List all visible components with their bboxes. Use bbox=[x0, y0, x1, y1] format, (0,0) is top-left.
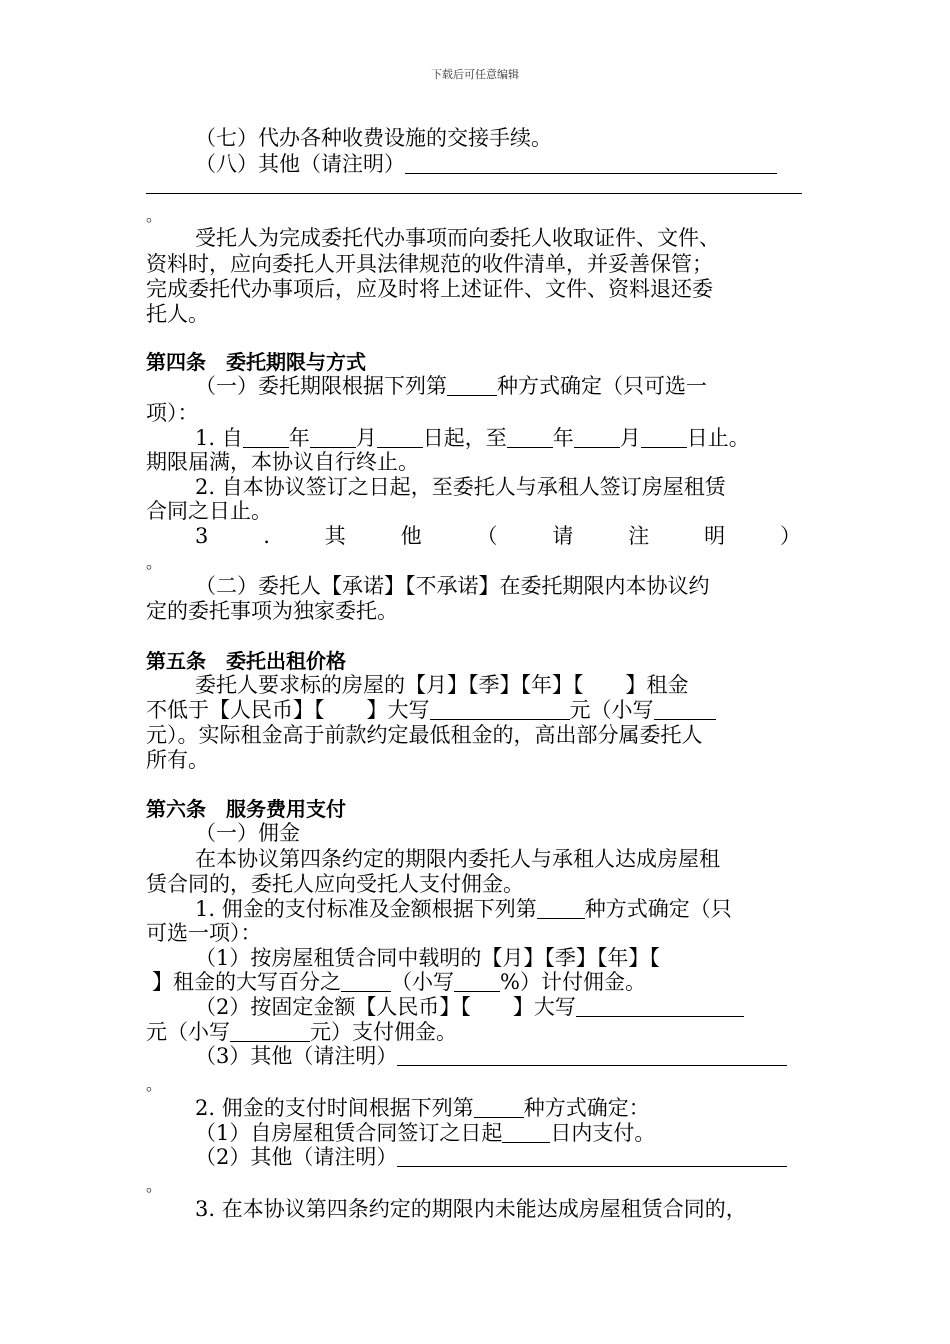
paragraph-line: 赁合同的，委托人应向受托人支付佣金。 bbox=[146, 872, 524, 896]
paragraph-line: 项）： bbox=[146, 401, 199, 425]
paragraph-line: 在本协议第四条约定的期限内委托人与承租人达成房屋租 bbox=[195, 847, 720, 871]
section-4-heading: 第四条 委托期限与方式 bbox=[146, 350, 366, 374]
blank-line bbox=[146, 193, 802, 194]
paragraph-line: 可选一项）： bbox=[146, 921, 262, 945]
paragraph-line: 资料时，应向委托人开具法律规范的收件清单，并妥善保管； bbox=[146, 252, 713, 276]
paragraph-line: 3. 在本协议第四条约定的期限内未能达成房屋租赁合同的， bbox=[195, 1197, 747, 1221]
paragraph-line: （3）其他（请注明） bbox=[195, 1043, 787, 1069]
paragraph-line: 元）。实际租金高于前款约定最低租金的，高出部分属委托人 bbox=[146, 723, 703, 747]
paragraph-line: （1）按房屋租赁合同中载明的【月】【季】【年】【 bbox=[195, 946, 660, 970]
paragraph-line: 不低于【人民币】【 】大写 元（小写 bbox=[146, 697, 716, 723]
section-5-heading: 第五条 委托出租价格 bbox=[146, 649, 346, 673]
paragraph-line: 定的委托事项为独家委托。 bbox=[146, 599, 398, 623]
paragraph-line: 2. 佣金的支付时间根据下列第 种方式确定： bbox=[195, 1096, 650, 1120]
paragraph-line: 1. 佣金的支付标准及金额根据下列第 种方式确定（只 bbox=[195, 897, 732, 921]
paragraph-line: （二）委托人【承诺】【不承诺】在委托期限内本协议约 bbox=[195, 574, 710, 598]
paragraph-line: （2）按固定金额【人民币】【 】大写 bbox=[195, 994, 744, 1020]
item-7: （七）代办各种收费设施的交接手续。 bbox=[195, 126, 552, 150]
paragraph-line: （一）佣金 bbox=[195, 821, 300, 845]
paragraph-line: 委托人要求标的房屋的【月】【季】【年】【 】租金 bbox=[195, 673, 689, 697]
period: 。 bbox=[146, 553, 163, 572]
page-header: 下载后可任意编辑 bbox=[431, 68, 519, 81]
paragraph-line: 元（小写 元）支付佣金。 bbox=[146, 1020, 457, 1044]
period: 。 bbox=[146, 1176, 163, 1195]
period: 。 bbox=[146, 206, 163, 225]
paragraph-line: 】租金的大写百分之 （小写 %）计付佣金。 bbox=[152, 970, 646, 994]
section-6-heading: 第六条 服务费用支付 bbox=[146, 797, 346, 821]
paragraph-line: 期限届满，本协议自行终止。 bbox=[146, 450, 419, 474]
paragraph-line: 2. 自本协议签订之日起，至委托人与承租人签订房屋租赁 bbox=[195, 475, 726, 499]
paragraph-line: 所有。 bbox=[146, 748, 209, 772]
paragraph-line: （一）委托期限根据下列第 种方式确定（只可选一 bbox=[195, 374, 707, 398]
paragraph-line: （2）其他（请注明） bbox=[195, 1144, 787, 1170]
paragraph-line: 完成委托代办事项后，应及时将上述证件、文件、资料退还委 bbox=[146, 277, 713, 301]
period: 。 bbox=[146, 1075, 163, 1094]
paragraph-line: 合同之日止。 bbox=[146, 499, 272, 523]
item-8: （八）其他（请注明） bbox=[195, 151, 777, 177]
paragraph-line: （1）自房屋租赁合同签订之日起 日内支付。 bbox=[195, 1121, 656, 1145]
date-line: 1. 自 年 月 日起，至 年 月 日止。 bbox=[195, 426, 750, 450]
paragraph-line: 受托人为完成委托代办事项而向委托人收取证件、文件、 bbox=[195, 226, 720, 250]
paragraph-line: 托人。 bbox=[146, 302, 209, 326]
blank-line bbox=[405, 153, 777, 174]
other-line: 3 . 其 他 （ 请 注 明 ） bbox=[195, 524, 801, 548]
